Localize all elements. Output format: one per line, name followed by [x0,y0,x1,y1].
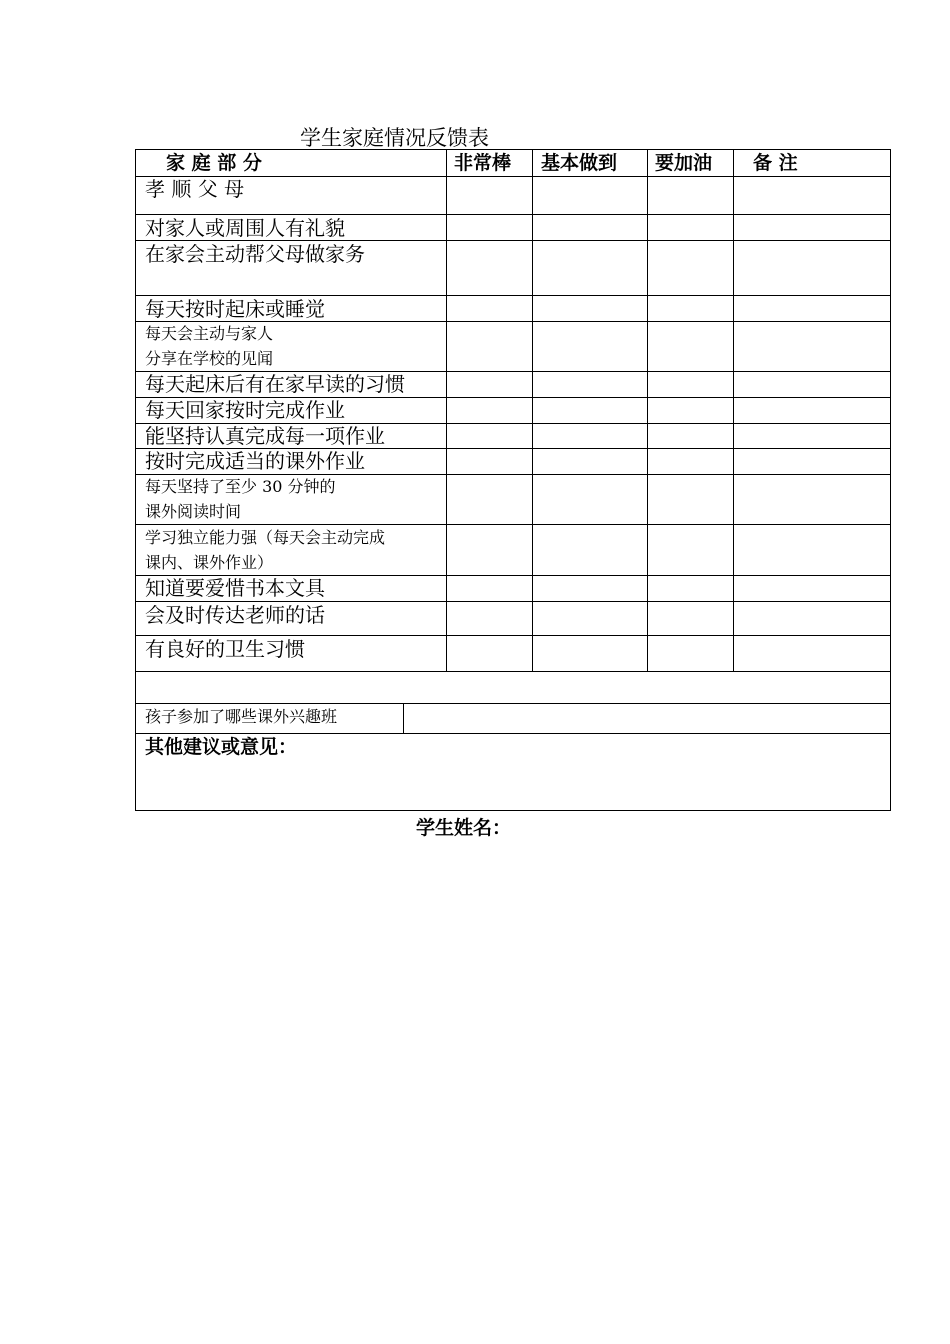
feedback-table [135,149,891,811]
row-label: 每天按时起床或睡觉 [145,297,325,321]
header-excellent: 非常棒 [454,152,512,174]
suggestions-label: 其他建议或意见： [145,736,298,758]
row-label: 学习独立能力强（每天会主动完成 [145,528,386,547]
row-label: 每天坚持了至少 30 分钟的 [145,477,336,496]
row-label: 孝 顺 父 母 [145,177,245,201]
suggestions-field[interactable] [137,762,889,810]
row-label: 在家会主动帮父母做家务 [145,242,365,266]
interest-class-label: 孩子参加了哪些课外兴趣班 [145,707,338,726]
row-label: 课内、课外作业） [145,553,274,572]
interest-class-field[interactable] [404,704,889,732]
row-label: 每天回家按时完成作业 [145,398,345,422]
row-label: 知道要爱惜书本文具 [145,576,325,600]
header-keep-trying: 要加油 [655,152,713,174]
row-label: 按时完成适当的课外作业 [145,449,365,473]
header-section: 家 庭 部 分 [166,152,262,174]
row-label: 课外阅读时间 [145,502,242,521]
row-label: 分享在学校的见闻 [145,349,274,368]
row-label: 能坚持认真完成每一项作业 [145,424,385,448]
row-label: 有良好的卫生习惯 [145,637,305,661]
row-label: 每天会主动与家人 [145,324,274,343]
form-title: 学生家庭情况反馈表 [300,126,489,150]
row-label: 每天起床后有在家早读的习惯 [145,372,405,396]
student-name-label: 学生姓名： [416,817,512,839]
row-label: 对家人或周围人有礼貌 [145,216,345,240]
header-basically-done: 基本做到 [541,152,618,174]
row-label: 会及时传达老师的话 [145,603,325,627]
header-remarks: 备 注 [753,152,798,174]
